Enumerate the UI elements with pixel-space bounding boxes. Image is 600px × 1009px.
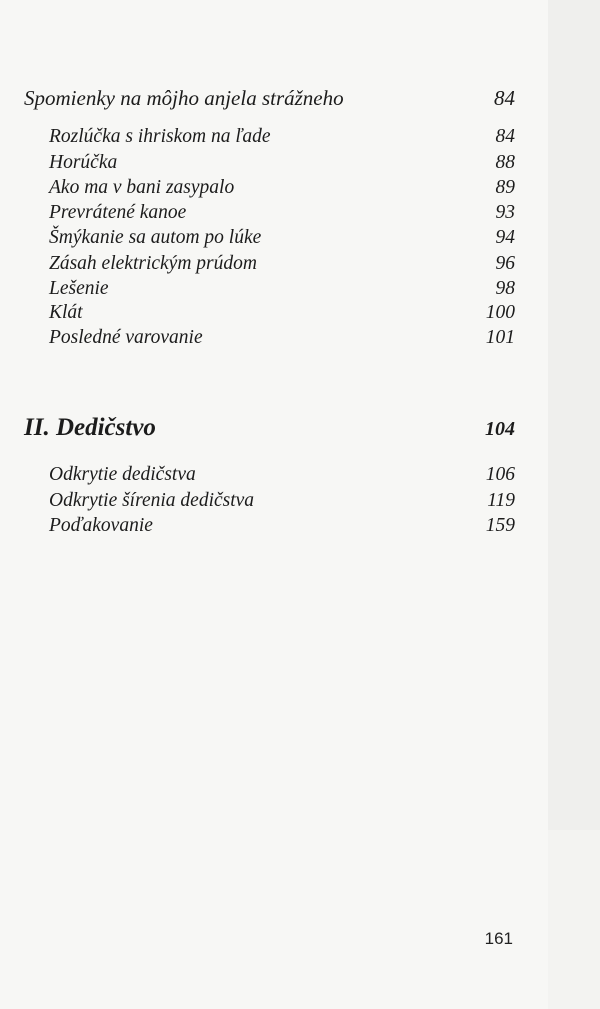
toc-entry-page: 106: [485, 464, 515, 485]
toc-entry-title: Poďakovanie: [49, 515, 153, 536]
toc-entry-page: 100: [485, 302, 515, 323]
toc-entry-title: Horúčka: [49, 152, 118, 173]
toc-section-page: 84: [494, 86, 515, 110]
toc-entry-title: Šmýkanie sa autom po lúke: [49, 227, 262, 248]
toc-entry-title: Odkrytie šírenia dedičstva: [49, 490, 255, 511]
toc-part-title: II. Dedičstvo: [24, 414, 156, 441]
toc-entry-title: Zásah elektrickým prúdom: [49, 253, 257, 274]
page-number: 161: [484, 929, 513, 948]
toc-entry-title: Posledné varovanie: [49, 327, 203, 348]
toc-part-page: 104: [485, 418, 515, 440]
toc-entry-title: Klát: [49, 302, 83, 323]
toc-entry-page: 96: [495, 253, 515, 274]
toc-entry-title: Odkrytie dedičstva: [49, 464, 196, 485]
toc-entry-page: 89: [495, 177, 515, 198]
toc-entry-page: 159: [485, 515, 515, 536]
toc-entry-title: Ako ma v bani zasypalo: [49, 177, 235, 198]
toc-entry-title: Lešenie: [49, 278, 109, 299]
toc-entry-page: 94: [495, 227, 515, 248]
toc-entry-title: Prevrátené kanoe: [49, 202, 187, 223]
toc-section-title: Spomienky na môjho anjela strážneho: [24, 86, 344, 110]
toc-entry-page: 84: [495, 126, 515, 147]
toc-entry-title: Rozlúčka s ihriskom na ľade: [49, 126, 271, 147]
toc-entry-page: 88: [495, 152, 515, 173]
toc-entry-page: 101: [485, 327, 515, 348]
toc-entry-page: 93: [495, 202, 515, 223]
page-edge-lower: [548, 830, 600, 1009]
toc-entry-page: 98: [495, 278, 515, 299]
toc-entry-page: 119: [487, 490, 515, 511]
